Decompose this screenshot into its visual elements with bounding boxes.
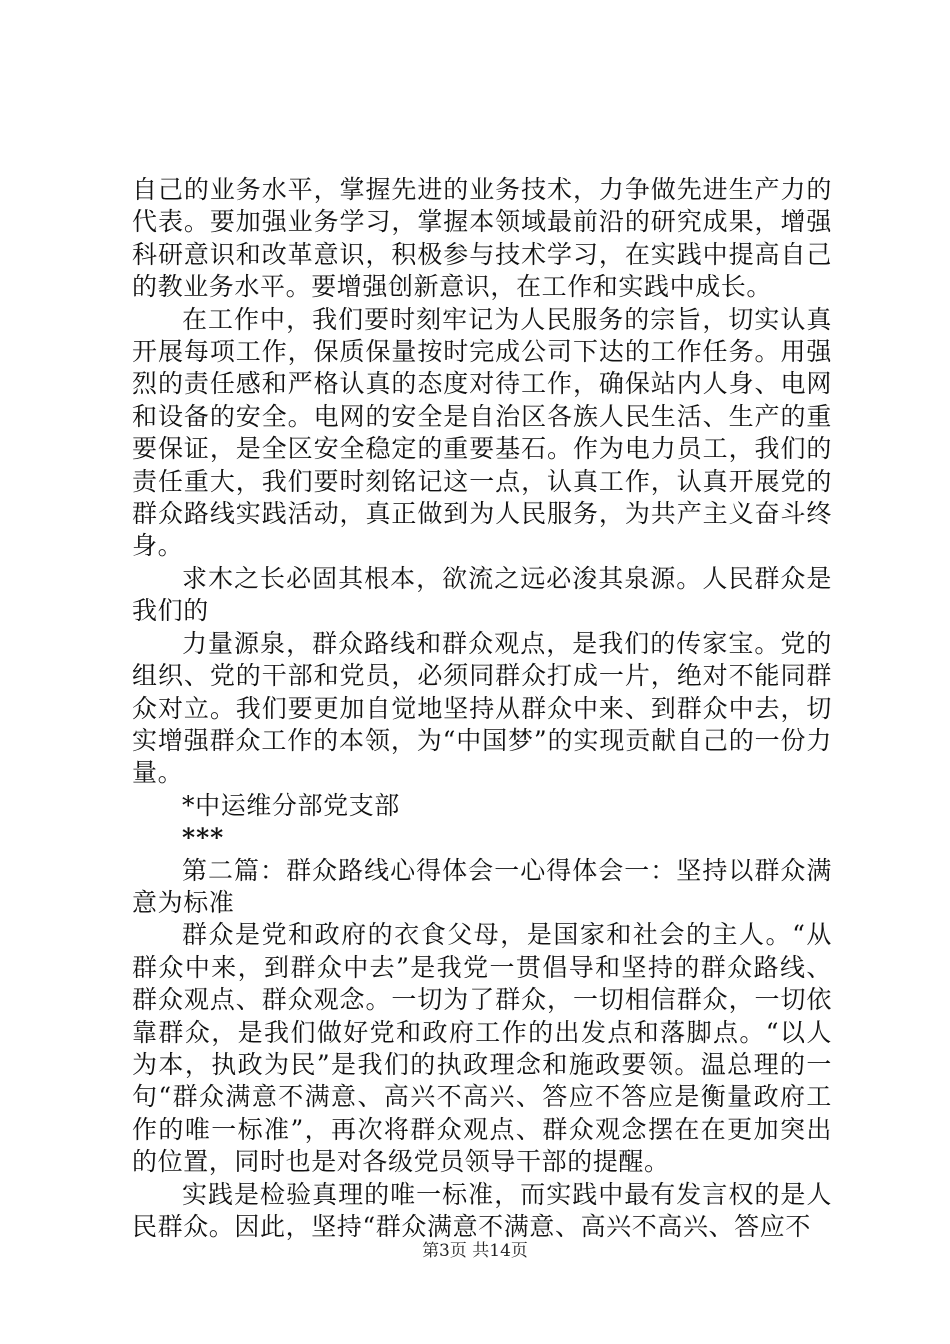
paragraph-masses-parents: 群众是党和政府的衣食父母，是国家和社会的主人。“从群众中来，到群众中去”是我党一贯倡导和坚持的群众路线、群众观点、群众观念。一切为了群众，一切相信群众，一切依靠群众，是我们做好党和政府工作的出发点和落脚点。“以人为本，执政为民”是我们的执政理念和施政要领。温总理的一句“群众满意不满意、高兴不高兴、答应不答应是衡量政府工作的唯一标准”，再次将群众观点、群众观念摆在在更加突出的位置，同时也是对各级党员领导干部的提醒。 [132, 920, 832, 1177]
separator-stars: *** [182, 823, 225, 853]
paragraph-root-source: 求木之长必固其根本，欲流之远必浚其泉源。人民群众是我们的 [132, 563, 832, 626]
paragraph-work-safety: 在工作中，我们要时刻牢记为人民服务的宗旨，切实认真开展每项工作，保质保量按时完成公司下达的工作任务。用强烈的责任感和严格认真的态度对待工作，确保站内人身、电网和设备的安全。电网的安全是自治区各族人民生活、生产的重要保证，是全区安全稳定的重要基石。作为电力员工，我们的责任重大，我们要时刻铭记这一点，认真工作，认真开展党的群众路线实践活动，真正做到为人民服务，为共产主义奋斗终身。 [132, 304, 832, 561]
section-title: 第二篇：群众路线心得体会一心得体会一：坚持以群众满意为标准 [132, 855, 832, 917]
page-footer [0, 1240, 950, 1262]
paragraph-continuation: 自己的业务水平，掌握先进的业务技术，力争做先进生产力的代表。要加强业务学习，掌握本领域最前沿的研究成果，增强科研意识和改革意识，积极参与技术学习，在实践中提高自己的教业务水平。要增强创新意识，在工作和实践中成长。 [132, 175, 832, 302]
page-number-label: 第3页 共14页 [422, 1241, 528, 1261]
paragraph-mass-line-strength: 力量源泉，群众路线和群众观点，是我们的传家宝。党的组织、党的干部和党员，必须同群众打成一片，绝对不能同群众对立。我们要更加自觉地坚持从群众中来、到群众中去，切实增强群众工作的本领，为“中国梦”的实现贡献自己的一份力量。 [132, 628, 832, 788]
paragraph-practice-truth: 实践是检验真理的唯一标准，而实践中最有发言权的是人民群众。因此，坚持“群众满意不满意、高兴不高兴、答应不 [132, 1179, 832, 1241]
document-body [132, 174, 832, 1243]
signature-line: *中运维分部党支部 [182, 790, 400, 820]
